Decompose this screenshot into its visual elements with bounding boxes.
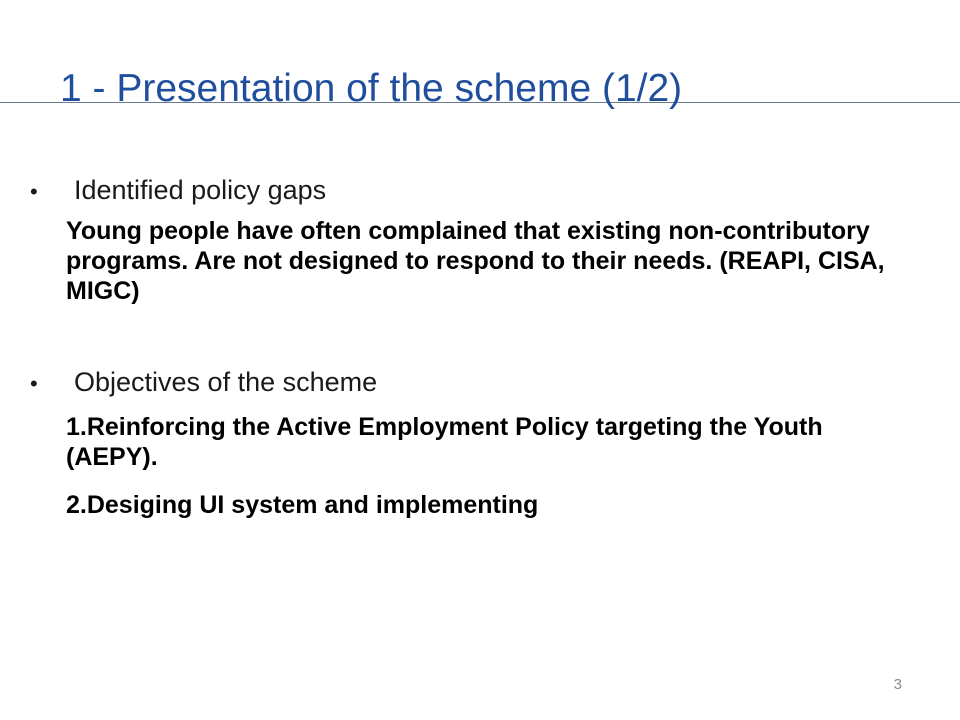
bullet-icon: • xyxy=(30,371,38,396)
slide-content xyxy=(30,170,910,538)
bullet-heading: Objectives of the scheme xyxy=(74,367,378,397)
bullet-heading: Identified policy gaps xyxy=(74,175,327,205)
list-item: 1.Reinforcing the Active Employment Policy targeting the Youth (AEPY). xyxy=(66,413,823,471)
objectives-list xyxy=(66,412,910,520)
page-number: 3 xyxy=(893,676,902,693)
bullet-body: Young people have often complained that existing non-contributory programs. Are not designed to respond to their needs. (REAPI, CISA, MIGC) xyxy=(66,217,885,305)
slide-title: 1 - Presentation of the scheme (1/2) xyxy=(60,67,683,110)
bullet-icon: • xyxy=(30,179,38,204)
bullet-policy-gaps xyxy=(30,170,910,306)
bullet-objectives xyxy=(30,362,910,520)
list-item: 2.Desiging UI system and implementing xyxy=(66,491,539,519)
